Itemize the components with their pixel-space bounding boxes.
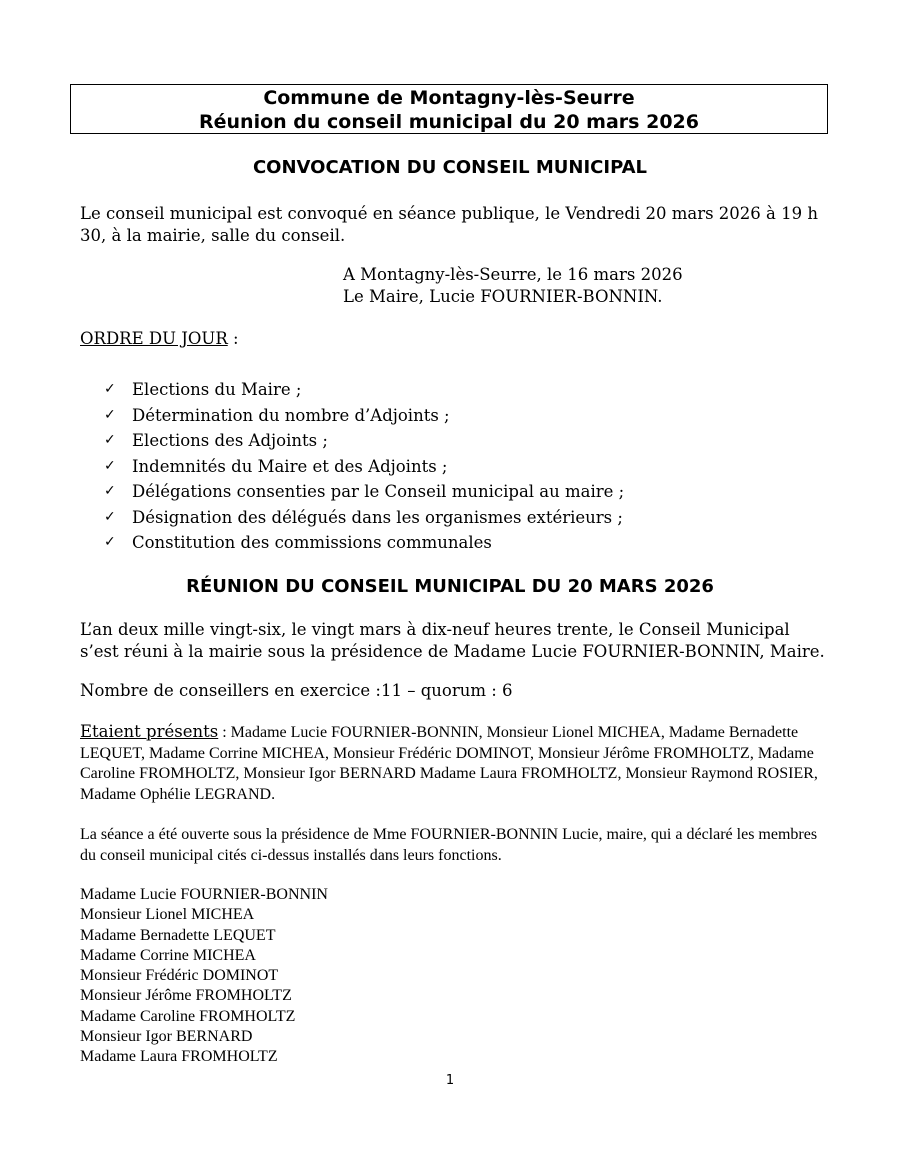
checkmark-icon: ✓ bbox=[104, 406, 116, 423]
place-date: A Montagny-lès-Seurre, le 16 mars 2026 bbox=[343, 265, 683, 284]
member-name: Monsieur Frédéric DOMINOT bbox=[80, 967, 279, 985]
member-name: Madame Corrine MICHEA bbox=[80, 946, 256, 964]
member-name: Monsieur Lionel MICHEA bbox=[80, 906, 255, 924]
member-name: Madame Caroline FROMHOLTZ bbox=[80, 1007, 296, 1025]
agenda-label-text: ORDRE DU JOUR bbox=[80, 329, 228, 348]
members-list bbox=[80, 885, 328, 1068]
agenda-item-text: Désignation des délégués dans les organismes extérieurs ; bbox=[132, 507, 623, 527]
opening-paragraph: La séance a été ouverte sous la présidence de Mme FOURNIER-BONNIN Lucie, maire, qui a déclaré les membres du conseil municipal cités ci-dessus installés dans leurs fonctions. bbox=[80, 826, 818, 864]
member-name: Monsieur Jérôme FROMHOLTZ bbox=[80, 987, 292, 1005]
page-number: 1 bbox=[445, 1073, 455, 1088]
checkmark-icon: ✓ bbox=[104, 457, 116, 474]
agenda-label-suffix: : bbox=[227, 329, 239, 348]
meeting-intro: L’an deux mille vingt-six, le vingt mars à dix-neuf heures trente, le Conseil Municipal s’est réuni à la mairie sous la présidence de Madame Lucie FOURNIER-BONNIN, Maire. bbox=[80, 620, 825, 661]
commune-name: Commune de Montagny-lès-Seurre bbox=[263, 87, 635, 109]
agenda-label bbox=[80, 328, 825, 350]
present-list-text: : Madame Lucie FOURNIER-BONNIN, Monsieur Lionel MICHEA, Madame Bernadette LEQUET, Madame Corrine MICHEA, Monsieur Frédéric DOMINOT, Monsieur Jérôme FROMHOLTZ, Madame Caroline FROMHOLTZ, Monsieur Igor BERNARD Madame Laura FROMHOLTZ, Monsieur Raymond ROSIER, Madame Ophélie LEGRAND. bbox=[80, 724, 818, 803]
present-paragraph bbox=[80, 722, 825, 805]
quorum-line: Nombre de conseillers en exercice :11 – quorum : 6 bbox=[80, 681, 513, 700]
checkmark-icon: ✓ bbox=[104, 534, 116, 550]
meeting-heading: RÉUNION DU CONSEIL MUNICIPAL DU 20 MARS 2026 bbox=[186, 576, 714, 597]
checkmark-icon: ✓ bbox=[104, 508, 116, 525]
header-box bbox=[70, 84, 828, 134]
convocation-heading: CONVOCATION DU CONSEIL MUNICIPAL bbox=[252, 157, 648, 178]
agenda-item-text: Détermination du nombre d’Adjoints ; bbox=[132, 405, 450, 425]
checkmark-icon: ✓ bbox=[104, 483, 116, 499]
agenda-item-text: Délégations consenties par le Conseil municipal au maire ; bbox=[132, 482, 625, 501]
signature-block bbox=[343, 264, 823, 308]
member-name: Madame Lucie FOURNIER-BONNIN bbox=[80, 886, 328, 903]
meeting-date-title: Réunion du conseil municipal du 20 mars 2026 bbox=[199, 111, 699, 133]
agenda-item-text: Elections des Adjoints ; bbox=[132, 431, 328, 450]
signatory: Le Maire, Lucie FOURNIER-BONNIN. bbox=[343, 287, 663, 306]
checkmark-icon: ✓ bbox=[104, 432, 116, 448]
member-name: Madame Laura FROMHOLTZ bbox=[80, 1048, 278, 1066]
convocation-text: Le conseil municipal est convoqué en séance publique, le Vendredi 20 mars 2026 à 19 h 30, à la mairie, salle du conseil. bbox=[80, 204, 818, 245]
present-label: Etaient présents bbox=[80, 722, 219, 741]
agenda-item-text: Indemnités du Maire et des Adjoints ; bbox=[132, 456, 448, 476]
agenda-item-text: Constitution des commissions communales bbox=[132, 533, 492, 552]
agenda-item-text: Elections du Maire ; bbox=[132, 380, 302, 399]
member-name: Madame Bernadette LEQUET bbox=[80, 926, 276, 944]
checkmark-icon: ✓ bbox=[104, 381, 116, 397]
member-name: Monsieur Igor BERNARD bbox=[80, 1028, 253, 1046]
